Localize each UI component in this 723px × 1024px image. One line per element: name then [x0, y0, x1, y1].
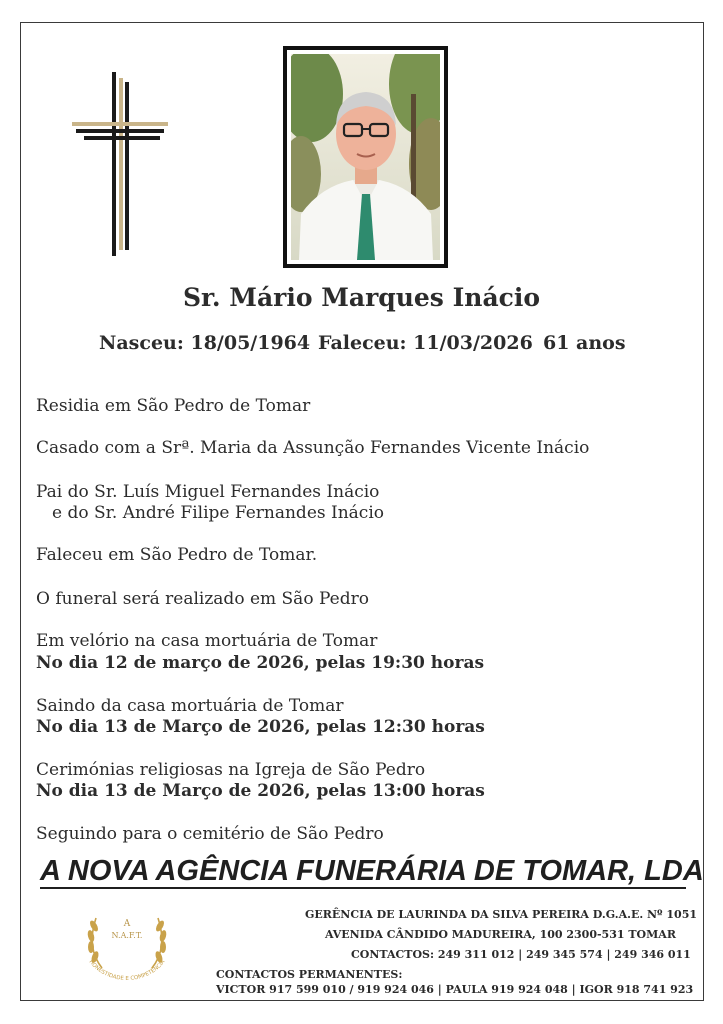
departure-line: Saindo da casa mortuária de Tomar — [36, 696, 344, 716]
agency-management: GERÊNCIA DE LAURINDA DA SILVA PEREIRA D.G.A.E. Nº 1051 — [305, 908, 697, 921]
portrait-frame — [283, 46, 448, 268]
svg-text:A: A — [123, 919, 131, 929]
portrait-photo — [291, 54, 440, 260]
permanent-contacts: VICTOR 917 599 010 / 919 924 046 | PAULA 919 924 048 | IGOR 918 741 923 — [216, 983, 694, 996]
agency-address: AVENIDA CÂNDIDO MADUREIRA, 100 2300-531 TOMAR — [325, 928, 676, 941]
agency-seal-logo — [72, 896, 182, 984]
death-place-line: Faleceu em São Pedro de Tomar. — [36, 545, 318, 565]
cemetery-line: Seguindo para o cemitério de São Pedro — [36, 824, 384, 844]
birth-date: Nasceu: 18/05/1964 — [99, 332, 311, 354]
dates-row — [0, 332, 723, 362]
cross-icon — [72, 72, 168, 256]
age: 61 anos — [543, 332, 626, 354]
agency-contacts: CONTACTOS: 249 311 012 | 249 345 574 | 249 346 011 — [351, 948, 691, 961]
children-line-1: Pai do Sr. Luís Miguel Fernandes Inácio — [36, 482, 380, 502]
children-line-2: e do Sr. André Filipe Fernandes Inácio — [52, 503, 384, 523]
ceremony-time-line: No dia 13 de Março de 2026, pelas 13:00 horas — [36, 781, 485, 801]
svg-text:N.A.F.T.: N.A.F.T. — [111, 931, 143, 940]
ceremony-line: Cerimónias religiosas na Igreja de São Pedro — [36, 760, 426, 780]
agency-name: A NOVA AGÊNCIA FUNERÁRIA DE TOMAR, LDA — [40, 855, 704, 887]
residence-line: Residia em São Pedro de Tomar — [36, 396, 311, 416]
agency-divider — [40, 887, 686, 889]
wake-time-line: No dia 12 de março de 2026, pelas 19:30 horas — [36, 653, 485, 673]
departure-time-line: No dia 13 de Março de 2026, pelas 12:30 horas — [36, 717, 485, 737]
permanent-contacts-title: CONTACTOS PERMANENTES: — [216, 968, 403, 981]
svg-text:HONESTIDADE E COMPETÊNCIA: HONESTIDADE E COMPETÊNCIA — [87, 959, 167, 983]
wake-line: Em velório na casa mortuária de Tomar — [36, 631, 378, 651]
funeral-line: O funeral será realizado em São Pedro — [36, 589, 369, 609]
spouse-line: Casado com a Srª. Maria da Assunção Fernandes Vicente Inácio — [36, 438, 590, 458]
death-date: Faleceu: 11/03/2026 — [318, 332, 533, 354]
deceased-name: Sr. Mário Marques Inácio — [182, 283, 541, 312]
